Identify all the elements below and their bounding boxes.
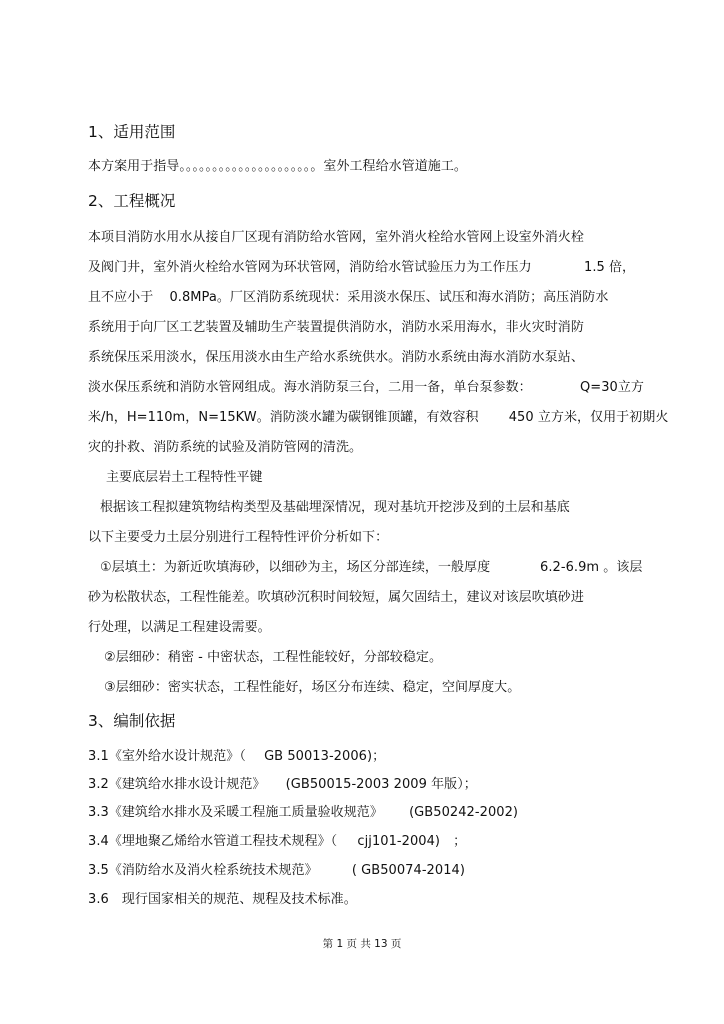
- overview-line-6-value: Q=30立方: [580, 380, 644, 395]
- overview-line-3-text: 0.8MPa。厂区消防系统现状：采用淡水保压、试压和海水消防；高压消防水: [169, 290, 609, 305]
- geotech-line-3: [100, 556, 643, 575]
- overview-line-3-prefix: 且不应小于: [88, 290, 154, 305]
- reference-name: 3.4《埋地聚乙烯给水管道工程技术规程》（: [88, 834, 338, 849]
- section-3-heading: 3、编制依据: [88, 712, 176, 730]
- geotech-title: 主要底层岩土工程特性平键: [106, 470, 263, 485]
- overview-line-7-text: 米/h，H=110m，N=15KW。消防淡水罐为碳钢锥顶罐，有效容积: [88, 410, 479, 425]
- reference-code: (GB50242-2002): [409, 805, 519, 820]
- reference-name: 3.2《建筑给水排水设计规范》: [88, 777, 266, 792]
- reference-name: 3.3《建筑给水排水及采暖工程施工质量验收规范》: [88, 805, 383, 820]
- overview-line-4: 系统用于向厂区工艺装置及辅助生产装置提供消防水，消防水采用海水，非火灾时消防: [88, 320, 584, 335]
- section-1-body: 本方案用于指导。。。。。。。。。。。。。。。。。。。。。室外工程给水管道施工。: [88, 159, 467, 174]
- geotech-line-7: ③层细砂：密实状态，工程性能好，场区分布连续、稳定，空间厚度大。: [104, 680, 521, 695]
- reference-item: [88, 888, 357, 907]
- overview-line-7-value: 450 立方米，仅用于初期火: [508, 410, 669, 425]
- reference-code: (GB50015-2003 2009 年版）；: [285, 777, 477, 792]
- reference-item: [88, 745, 385, 764]
- overview-line-2: [88, 256, 636, 275]
- reference-name: 3.1《室外给水设计规范》（: [88, 749, 246, 764]
- reference-item: [88, 859, 465, 878]
- reference-item: [88, 830, 466, 849]
- overview-line-7: [88, 406, 668, 425]
- overview-line-8: 灾的扑救、消防系统的试验及消防管网的清洗。: [88, 440, 363, 455]
- geotech-line-3-value: 6.2-6.9m 。该层: [540, 560, 643, 575]
- reference-item: [88, 801, 518, 820]
- reference-name: 3.6 现行国家相关的规范、规程及技术标准。: [88, 892, 357, 907]
- overview-line-2-text: 及阀门井，室外消火栓给水管网为环状管网，消防给水管试验压力为工作压力: [88, 260, 532, 275]
- page-number: 第 1 页 共 13 页: [322, 938, 402, 950]
- reference-name: 3.5《消防给水及消火栓系统技术规范》: [88, 863, 318, 878]
- geotech-line-5: 行处理，以满足工程建设需要。: [88, 620, 271, 635]
- geotech-line-1: 根据该工程拟建筑物结构类型及基础埋深情况，现对基坑开挖涉及到的土层和基底: [100, 500, 570, 515]
- overview-line-6: [88, 376, 644, 395]
- overview-line-2-value: 1.5 倍，: [584, 260, 636, 275]
- overview-line-1: 本项目消防水用水从接自厂区现有消防给水管网，室外消火栓给水管网上设室外消火栓: [88, 230, 584, 245]
- overview-line-5: 系统保压采用淡水，保压用淡水由生产给水系统供水。消防水系统由海水消防水泵站、: [88, 350, 584, 365]
- overview-line-6-text: 淡水保压系统和消防水管网组成。海水消防泵三台，二用一备，单台泵参数：: [88, 380, 532, 395]
- geotech-line-4: 砂为松散状态，工程性能差。吹填砂沉积时间较短，属欠固结土，建议对该层吹填砂进: [88, 590, 584, 605]
- geotech-line-3-text: ①层填土：为新近吹填海砂，以细砂为主，场区分部连续，一般厚度: [100, 560, 491, 575]
- geotech-line-2: 以下主要受力土层分别进行工程特性评价分析如下：: [88, 530, 389, 545]
- section-2-heading: 2、工程概况: [88, 192, 176, 210]
- reference-code: cjj101-2004) ；: [357, 834, 467, 849]
- overview-line-3: [88, 286, 608, 305]
- reference-code: GB 50013-2006)；: [264, 749, 386, 764]
- geotech-line-6: ②层细砂：稍密 - 中密状态，工程性能较好，分部较稳定。: [104, 650, 443, 665]
- reference-item: [88, 773, 477, 792]
- reference-code: ( GB50074-2014): [351, 863, 465, 878]
- section-1-heading: 1、适用范围: [88, 123, 176, 141]
